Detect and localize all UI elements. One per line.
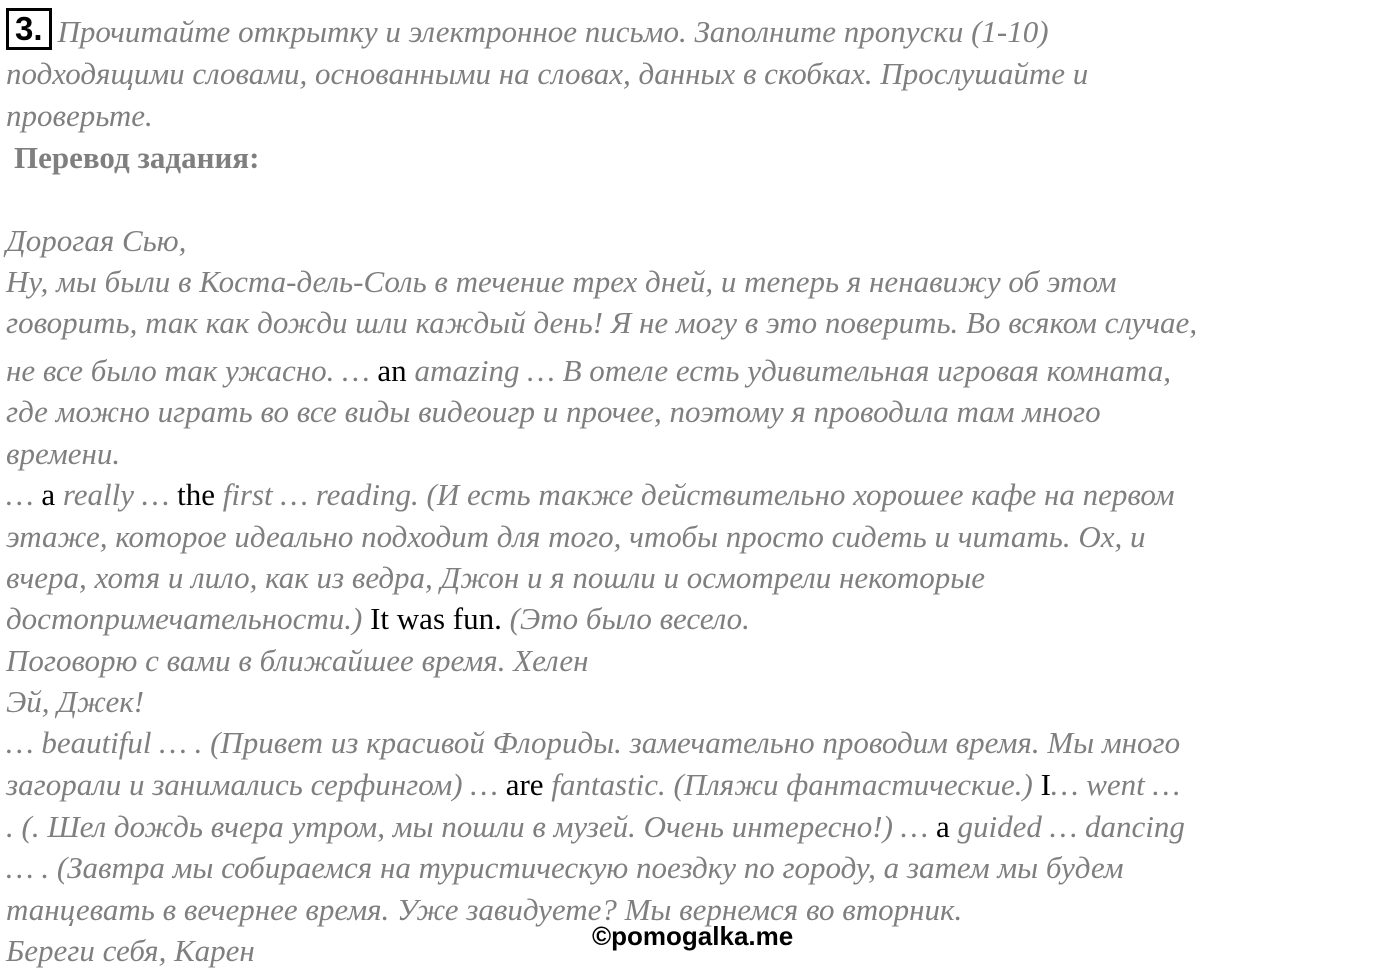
email-line-3-text-a: . (. Шел дождь вчера утром, мы пошли в музей. Очень интересно!) … — [6, 809, 936, 844]
answer-the: the — [177, 477, 215, 512]
answer-an: an — [377, 353, 407, 388]
task-number: 3. — [6, 8, 52, 50]
postcard-line-6 — [6, 474, 1175, 516]
answer-a-2: a — [936, 809, 950, 844]
answer-it-was-fun: It was fun. — [370, 601, 502, 636]
postcard-line-3 — [6, 350, 1171, 392]
translation-heading: Перевод задания: — [14, 140, 260, 175]
email-line-2-text-a: загорали и занимались серфингом) … — [6, 767, 506, 802]
task-instruction-line-1 — [6, 8, 1049, 53]
task-instruction-line-3: проверьте. — [6, 98, 153, 133]
site-watermark: ©pomogalka.me — [592, 921, 794, 951]
answer-i: I — [1040, 767, 1051, 802]
postcard-line-9 — [6, 598, 750, 640]
email-line-2-text-b: fantastic. (Пляжи фантастические.) — [543, 767, 1041, 802]
postcard-line-3-text-a: не все было так ужасно. … — [6, 353, 378, 388]
postcard-line-1: Ну, мы были в Коста-дель-Соль в течение трех дней, и теперь я ненавижу об этом — [6, 264, 1117, 299]
postcard-greeting: Дорогая Сью, — [6, 223, 187, 258]
answer-are: are — [505, 767, 544, 802]
postcard-line-5: времени. — [6, 436, 121, 471]
email-line-5: танцевать в вечернее время. Уже завидуете? Мы вернемся во вторник. — [6, 892, 963, 927]
email-signoff: Береги себя, Карен — [6, 933, 255, 968]
email-line-2-text-c: … went … — [1050, 767, 1181, 802]
email-line-4: … . (Завтра мы собираемся на туристическую поездку по городу, а затем мы будем — [6, 850, 1124, 885]
postcard-line-9-text-b: (Это было весело. — [501, 601, 750, 636]
postcard-line-9-text-a: достопримечательности.) — [6, 601, 371, 636]
task-instruction-line-2: подходящими словами, основанными на словах, данных в скобках. Прослушайте и — [6, 56, 1089, 91]
postcard-signoff: Поговорю с вами в ближайшее время. Хелен — [6, 643, 589, 678]
email-line-3 — [6, 806, 1185, 848]
postcard-line-2: говорить, так как дожди шли каждый день! Я не могу в это поверить. Во всяком случае, — [6, 305, 1198, 340]
postcard-line-6-text-c: first … reading. (И есть также действительно хорошее кафе на первом — [214, 477, 1175, 512]
postcard-line-7: этаже, которое идеально подходит для того, чтобы просто сидеть и читать. Ох, и — [6, 519, 1146, 554]
postcard-line-6-text-b: really … — [55, 477, 178, 512]
postcard-line-3-text-b: amazing … В отеле есть удивительная игровая комната, — [406, 353, 1171, 388]
email-greeting: Эй, Джек! — [6, 684, 145, 719]
answer-a: a — [41, 477, 56, 512]
email-line-3-text-b: guided … dancing — [949, 809, 1185, 844]
postcard-line-8: вчера, хотя и лило, как из ведра, Джон и я пошли и осмотрели некоторые — [6, 560, 986, 595]
postcard-line-6-text-a: … — [6, 477, 42, 512]
email-line-1: … beautiful … . (Привет из красивой Флориды. замечательно проводим время. Мы много — [6, 725, 1181, 760]
email-line-2 — [6, 764, 1180, 806]
postcard-line-4: где можно играть во все виды видеоигр и прочее, поэтому я проводила там много — [6, 394, 1101, 429]
instruction-text-1: Прочитайте открытку и электронное письмо. Заполните пропуски (1-10) — [57, 14, 1049, 49]
